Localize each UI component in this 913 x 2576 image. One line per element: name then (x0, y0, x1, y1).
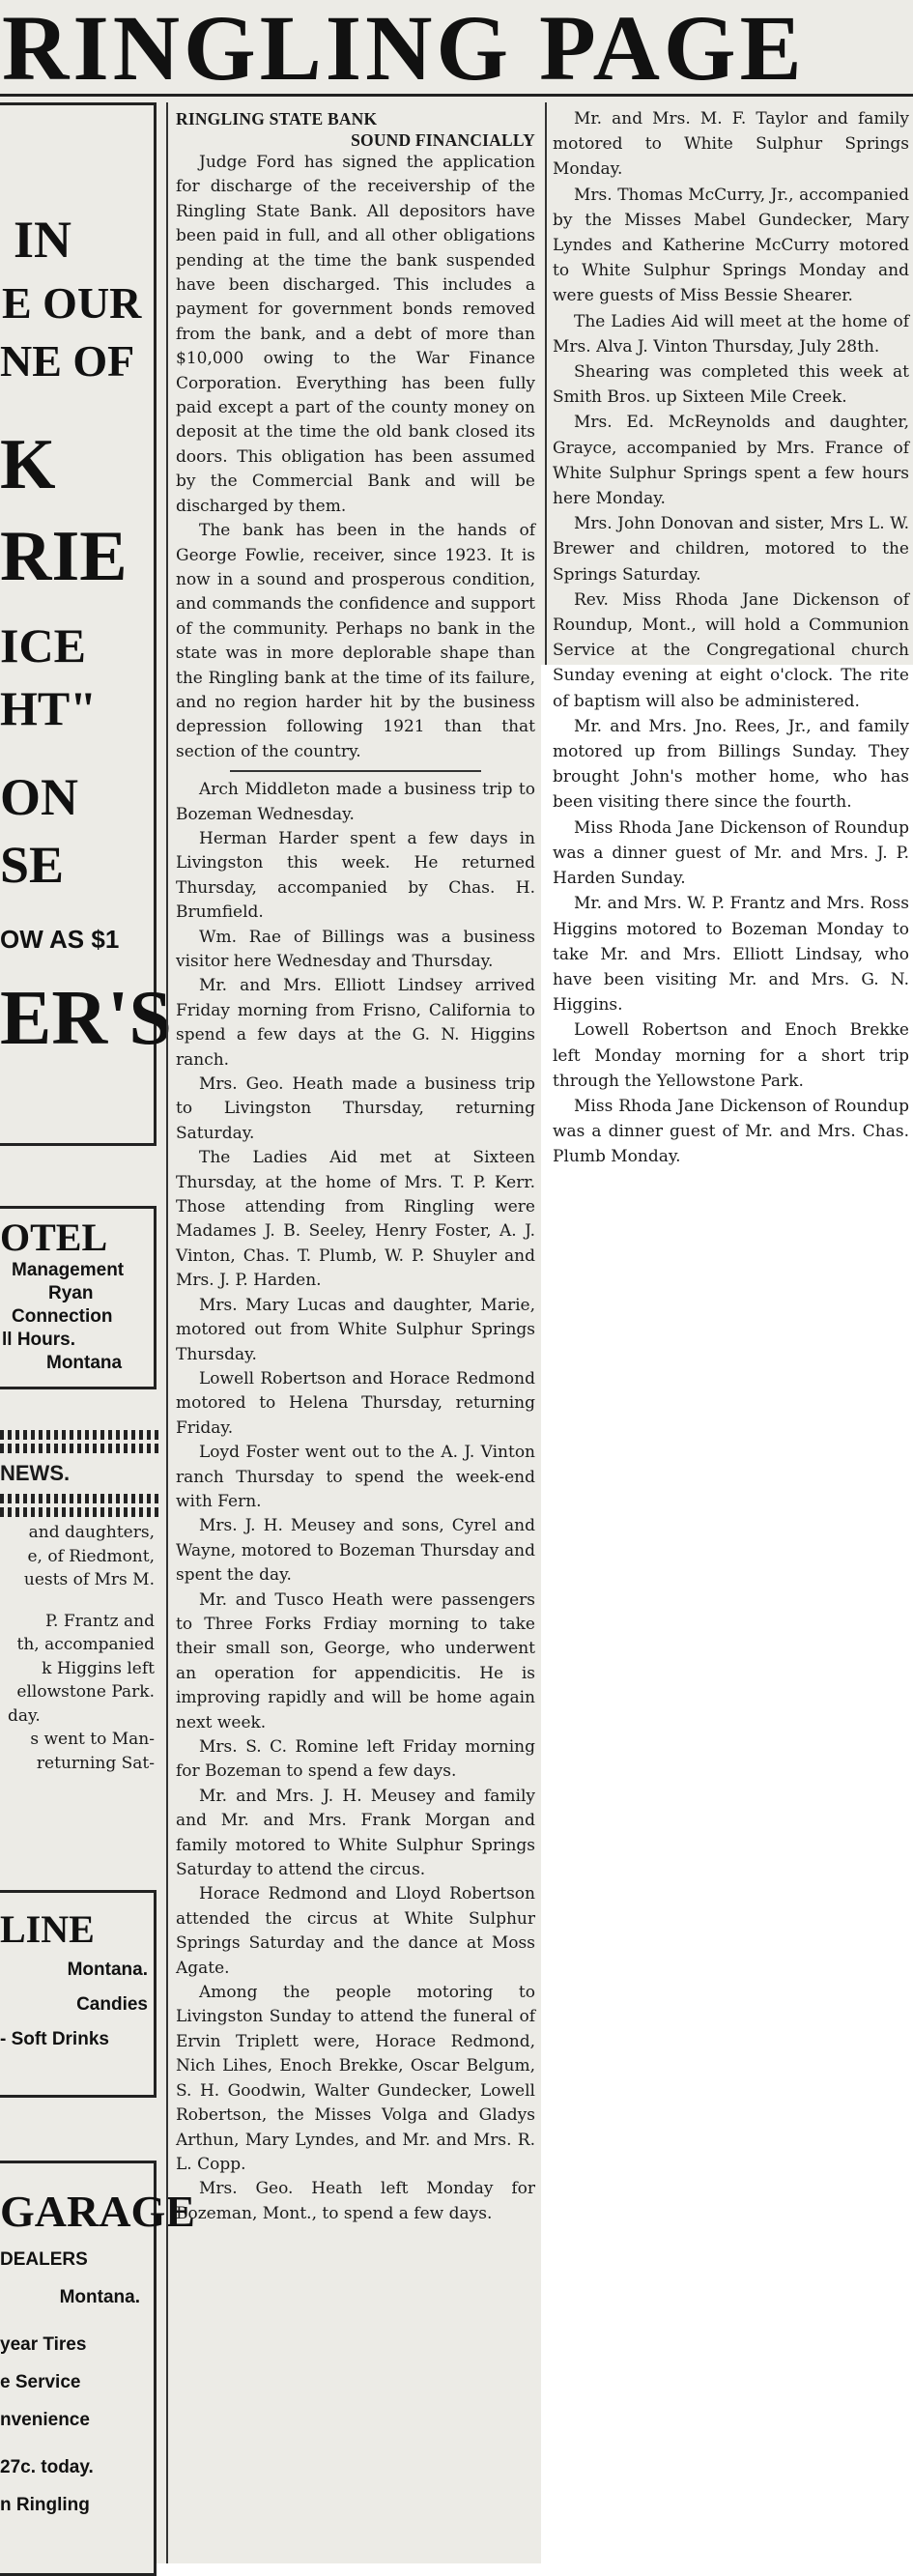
local-news-item: Among the people motoring to Livingston Sunday to attend the funeral of Ervin Triplett were, Horace Redmond, Nich Lihes, Enoch Brekke, Oscar Belgum, S. H. Goodwin, Walter Gundecker, Lowell Robertson, the Misses Volga and Gladys Arthun, Mary Lyndes, and Mr. and Mrs. R. L. Copp. (176, 1983, 535, 2174)
ad-line: RIE (0, 517, 128, 596)
news-line: P. Frantz and (45, 1611, 155, 1631)
decorative-border (0, 1507, 162, 1517)
local-news-item: The Ladies Aid will meet at the home of Mrs. Alva J. Vinton Thursday, July 28th. (553, 311, 909, 357)
hotel-title: OTEL (0, 1216, 108, 1259)
local-news-item: Lowell Robertson and Horace Redmond motored to Helena Thursday, returning Friday. (176, 1368, 535, 1438)
news-line: ellowstone Park. (16, 1682, 155, 1702)
local-news-item: Mr. and Mrs. J. H. Meusey and family and Mr. and Mrs. Frank Morgan and family motored to White Sulphur Springs Saturday to attend the circus. (176, 1786, 535, 1880)
garage-title: GARAGE (0, 2187, 195, 2236)
news-line: s went to Man- (30, 1730, 155, 1749)
news-line: and daughters, (28, 1523, 155, 1542)
section-rule (230, 770, 481, 772)
local-news-item: Mrs. Ed. McReynolds and daughter, Grayce, accompanied by Mrs. France of White Sulphur Springs spent a few hours here Monday. (553, 413, 909, 509)
hotel-line: Ryan (48, 1283, 94, 1303)
line-ad-line: Montana. (67, 1960, 148, 1980)
local-news-item: Mrs. Geo. Heath left Monday for Bozeman, Mont., to spend a few days. (176, 2179, 535, 2223)
garage-line: 27c. today. (0, 2457, 94, 2477)
line-ad-line: - Soft Drinks (0, 2029, 109, 2049)
news-line: e, of Riedmont, (27, 1546, 155, 1566)
local-news-item: Horace Redmond and Lloyd Robertson attended the circus at White Sulphur Springs Saturday and the dance at Moss Agate. (176, 1884, 535, 1978)
news-line: returning Sat- (36, 1753, 155, 1773)
garage-line: year Tires (0, 2334, 87, 2355)
ad-line: NE OF (0, 336, 135, 386)
local-news-item: Miss Rhoda Jane Dickenson of Roundup was a dinner guest of Mr. and Mrs. Chas. Plumb Monday. (553, 1096, 909, 1167)
ad-line: ER'S (0, 976, 172, 1061)
local-news-item: Mr. and Mrs. M. F. Taylor and family motored to White Sulphur Springs Monday. (553, 109, 909, 180)
local-news-item: Loyd Foster went out to the A. J. Vinton ranch Thursday to spend the week-end with Fern. (176, 1443, 535, 1511)
ad-line: K (0, 425, 56, 504)
large-advertisement (0, 102, 172, 1146)
local-news-item: Mrs. Mary Lucas and daughter, Marie, motored out from White Sulphur Springs Thursday. (176, 1295, 535, 1364)
hotel-advertisement (0, 1206, 157, 1389)
news-line: th, accompanied (16, 1635, 155, 1654)
left-ad-column (0, 102, 195, 2563)
garage-advertisement (0, 2161, 195, 2576)
news-line: uests of Mrs M. (23, 1570, 155, 1589)
ad-line: IN (14, 211, 72, 269)
local-news-item: Mrs. J. H. Meusey and sons, Cyrel and Wayne, motored to Bozeman Thursday and spent the day. (176, 1516, 535, 1586)
local-news-item: The Ladies Aid met at Sixteen Thursday, at the home of Mrs. T. P. Kerr. Those attending from Ringling were Madames J. B. Seeley, Henry Foster, A. J. Vinton, Chas. T. Plumb, W. P. Shuyler and Mrs. J. P. Harden. (176, 1148, 535, 1291)
news-box (0, 1426, 162, 1837)
garage-line: nvenience (0, 2410, 90, 2430)
hotel-line: Management (12, 1260, 125, 1280)
middle-article-column (166, 102, 543, 2563)
local-news-item: Mrs. S. C. Romine left Friday morning for Bozeman to spend a few days. (176, 1737, 535, 1782)
ad-line: ICE (0, 618, 86, 673)
candy-line-advertisement (0, 1890, 157, 2098)
garage-line: n Ringling (0, 2495, 90, 2515)
line-ad-line: Candies (76, 1994, 148, 2015)
local-news-item: Lowell Robertson and Enoch Brekke left Monday morning for a short trip through the Yellowstone Park. (553, 1020, 909, 1091)
decorative-border (0, 1444, 162, 1453)
garage-line: DEALERS (0, 2249, 88, 2270)
garage-line: e Service (0, 2372, 81, 2392)
local-news-item: Mr. and Tusco Heath were passengers to Three Forks Frdiay morning to take their small son, George, who underwent an operation for appendicitis. He is improving rapidly and will be home again next week. (176, 1589, 535, 1732)
news-line: day. (8, 1705, 41, 1726)
local-news-item: Shearing was completed this week at Smith Bros. up Sixteen Mile Creek. (553, 362, 909, 408)
local-news-item: Mrs. John Donovan and sister, Mrs L. W. Brewer and children, motored to the Springs Saturday. (553, 514, 909, 585)
local-news-item: Herman Harder spent a few days in Livingston this week. He returned Thursday, accompanied by Chas. H. Brumfield. (176, 828, 535, 923)
hotel-line: Connection (12, 1306, 113, 1327)
line-ad-title: LINE (0, 1907, 95, 1951)
hotel-line: Montana (46, 1353, 123, 1373)
local-news-item: Mr. and Mrs. Jno. Rees, Jr., and family motored up from Billings Sunday. They brought John's mother home, who has been visiting there since the fourth. (553, 716, 909, 813)
news-heading: NEWS. (0, 1461, 71, 1485)
headline-line-1: RINGLING STATE BANK (176, 109, 378, 129)
local-news-item: Mrs. Geo. Heath made a business trip to Livingston Thursday, returning Saturday. (176, 1074, 535, 1143)
local-news-item: Wm. Rae of Billings was a business visitor here Wednesday and Thursday. (176, 927, 535, 971)
local-news-item: Mrs. Thomas McCurry, Jr., accompanied by the Misses Mabel Gundecker, Mary Lyndes and Katherine McCurry motored to White Sulphur Springs Monday and were guests of Miss Bessie Shearer. (553, 185, 909, 306)
local-news-item: Rev. Miss Rhoda Jane Dickenson of Roundup, Mont., will hold a Communion Service at the Congregational church Sunday evening at eight o'clock. The rite of baptism will also be administered. (553, 589, 909, 711)
article-paragraph: Judge Ford has signed the application for discharge of the receivership of the Ringling State Bank. All depositors have been paid in full, and all other obligations pending at the time the bank suspended have been discharged. This includes a payment for government bonds removed from the bank, and a debt of more than $10,000 owing to the War Finance Corporation. Everything has been fully paid except a part of the county money on deposit at the time the old bank closed its doors. This obligation has been assumed by the Commercial Bank and will be discharged by them. (176, 153, 535, 516)
article-headline (176, 108, 535, 151)
local-news-item: Mr. and Mrs. Elliott Lindsey arrived Friday morning from Frisno, California to spend a few days at the G. N. Higgins ranch. (176, 976, 535, 1070)
headline-line-2: SOUND FINANCIALLY (351, 130, 535, 150)
local-news-item: Miss Rhoda Jane Dickenson of Roundup was a dinner guest of Mr. and Mrs. J. P. Harden Sunday. (553, 817, 909, 889)
ad-line: SE (0, 836, 65, 894)
local-news-item: Mr. and Mrs. W. P. Frantz and Mrs. Ross Higgins motored to Bozeman Monday to take Mr. and Mrs. Elliott Lindsay, who have been visiting Mr. and Mrs. G. N. Higgins. (553, 894, 909, 1016)
article-paragraph: The bank has been in the hands of George Fowlie, receiver, since 1923. It is now in a sound and prosperous condition, and commands the confidence and support of the community. Perhaps no bank in the state was in more deplorable shape than the Ringling bank at the time of its failure, and no region harder hit by the business depression following 1921 than that section of the country. (176, 521, 535, 761)
news-line: k Higgins left (42, 1658, 155, 1678)
right-news-column (545, 102, 913, 1167)
ad-line: HT" (0, 681, 97, 735)
ad-line: OW AS $1 (0, 925, 120, 954)
masthead: RINGLING PAGE (0, 0, 913, 97)
hotel-line: ll Hours. (2, 1330, 76, 1350)
garage-line: Montana. (59, 2287, 140, 2307)
decorative-border (0, 1430, 162, 1440)
decorative-border (0, 1494, 162, 1503)
local-news-item: Arch Middleton made a business trip to Bozeman Wednesday. (176, 780, 535, 824)
ad-line: ON (0, 768, 78, 826)
ad-line: E OUR (2, 278, 142, 328)
